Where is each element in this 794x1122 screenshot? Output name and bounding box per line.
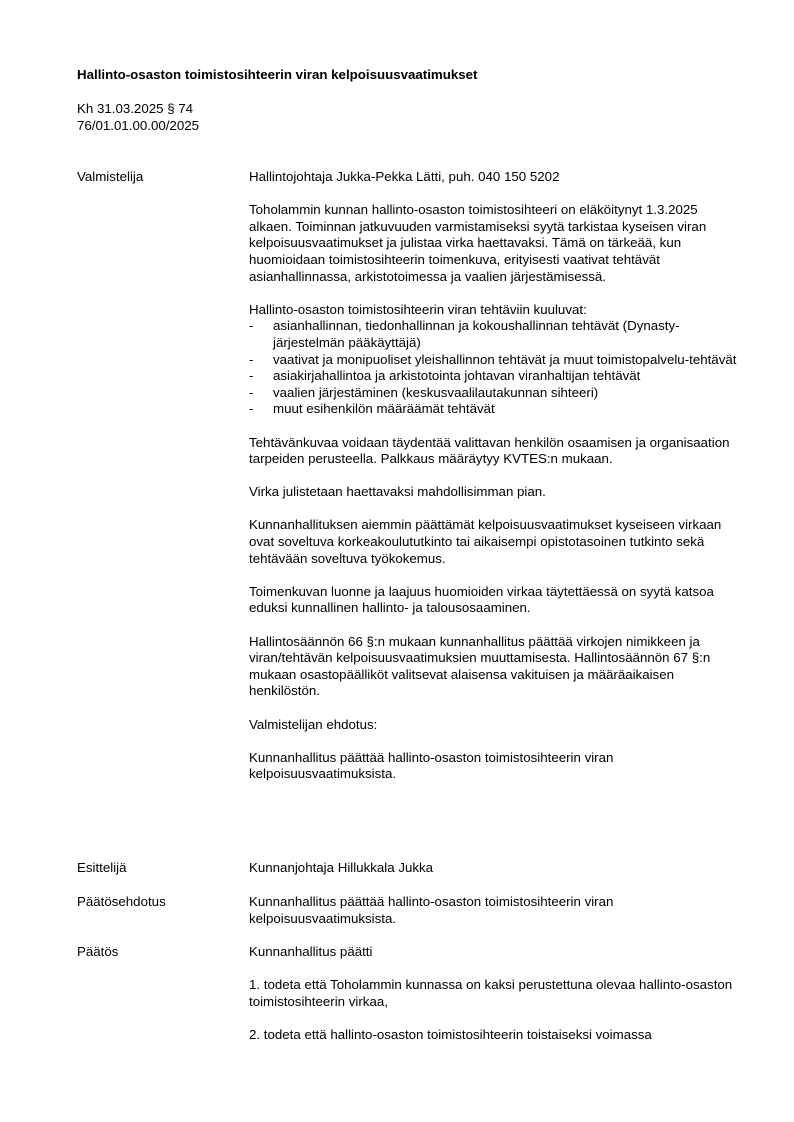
duty-text: asiakirjahallintoa ja arkistotointa johtavan viranhaltijan tehtävät (273, 368, 641, 384)
decision-proposal-label: Päätösehdotus (77, 894, 166, 909)
list-item (249, 401, 737, 418)
proposal-text: Kunnanhallitus päättää hallinto-osaston toimistosihteerin viran kelpoisuusvaatimuksista. (249, 749, 614, 782)
document-meta (77, 101, 199, 134)
dash-bullet: - (249, 384, 254, 400)
presenter-label: Esittelijä (77, 860, 127, 875)
duty-text: vaalien järjestäminen (keskusvaalilautakunnan sihteeri) (273, 384, 599, 400)
preparer-paragraph-5: Toimenkuvan luonne ja laajuus huomioiden virkaa täytettäessä on syytä katsoa eduksi kunnallinen hallinto- ja talousosaaminen. (249, 583, 714, 616)
list-item (249, 352, 737, 369)
decision-proposal-text: Kunnanhallitus päättää hallinto-osaston toimistosihteerin viran kelpoisuusvaatimuksista. (249, 894, 614, 926)
decision-item-2: 2. todeta että hallinto-osaston toimistosihteerin toistaiseksi voimassa (249, 1026, 652, 1042)
presenter-text: Kunnanjohtaja Hillukkala Jukka (249, 860, 434, 875)
duties-intro: Hallinto-osaston toimistosihteerin viran tehtäviin kuuluvat: (249, 301, 587, 317)
dash-bullet: - (249, 401, 254, 417)
decision-proposal-content (249, 894, 737, 927)
dash-bullet: - (249, 318, 254, 334)
document-title: Hallinto-osaston toimistosihteerin viran kelpoisuusvaatimukset (77, 67, 478, 82)
proposal-heading: Valmistelijan ehdotus: (249, 716, 378, 732)
preparer-paragraph-6: Hallintosäännön 66 §:n mukaan kunnanhallitus päättää virkojen nimikkeen ja viran/tehtävän kelpoisuusvaatimuksien muuttamisesta. Hallintosäännön 67 §:n mukaan osastopäälliköt valitsevat alaisensa vakituisen ja määräaikaisen henkilöstön. (249, 633, 711, 699)
preparer-paragraph-3: Virka julistetaan haettavaksi mahdollisimman pian. (249, 484, 546, 500)
decision-label: Päätös (77, 944, 119, 959)
dash-bullet: - (249, 351, 254, 367)
preparer-label: Valmistelija (77, 169, 144, 184)
preparer-content (249, 169, 737, 783)
duty-text: muut esihenkilön määräämät tehtävät (273, 401, 495, 417)
duty-text: asianhallinnan, tiedonhallinnan ja kokoushallinnan tehtävät (Dynasty-järjestelmän pääkäyttäjä) (273, 318, 680, 350)
list-item (249, 318, 737, 351)
presenter-content (249, 860, 737, 877)
preparer-name-line: Hallintojohtaja Jukka-Pekka Lätti, puh. 040 150 5202 (249, 169, 560, 184)
duties-list (249, 318, 737, 418)
decision-intro: Kunnanhallitus päätti (249, 944, 373, 959)
case-number: 76/01.01.00.00/2025 (77, 117, 200, 133)
duty-text: vaativat ja monipuoliset yleishallinnon tehtävät ja muut toimistopalvelu-tehtävät (273, 351, 737, 367)
meeting-reference: Kh 31.03.2025 § 74 (77, 101, 194, 116)
decision-content (249, 944, 737, 1044)
list-item (249, 368, 737, 385)
list-item (249, 385, 737, 402)
preparer-paragraph-4: Kunnanhallituksen aiemmin päättämät kelpoisuusvaatimukset kyseiseen virkaan ovat soveltuva korkeakoulututkinto tai aikaisempi opistotasoinen tutkinto sekä tehtävään soveltuva työkokemus. (249, 517, 722, 566)
preparer-paragraph-2: Tehtävänkuvaa voidaan täydentää valittavan henkilön osaamisen ja organisaation tarpeiden perusteella. Palkkaus määräytyy KVTES:n mukaan. (249, 434, 730, 467)
dash-bullet: - (249, 368, 254, 384)
decision-item-1: 1. todeta että Toholammin kunnassa on kaksi perustettuna olevaa hallinto-osaston toimistosihteerin virkaa, (249, 977, 733, 1009)
preparer-paragraph-1: Toholammin kunnan hallinto-osaston toimistosihteeri on eläköitynyt 1.3.2025 alkaen. Toiminnan jatkuvuuden varmistamiseksi syytä tarkistaa kyseisen viran kelpoisuusvaatimukset ja julistaa virka haettavaksi. Tämä on tärkeää, kun huomioidaan toimistosihteerin toimenkuva, erityisesti vaativat tehtävät asianhallinnassa, arkistotoimessa ja vaalien järjestämisessä. (249, 202, 707, 284)
